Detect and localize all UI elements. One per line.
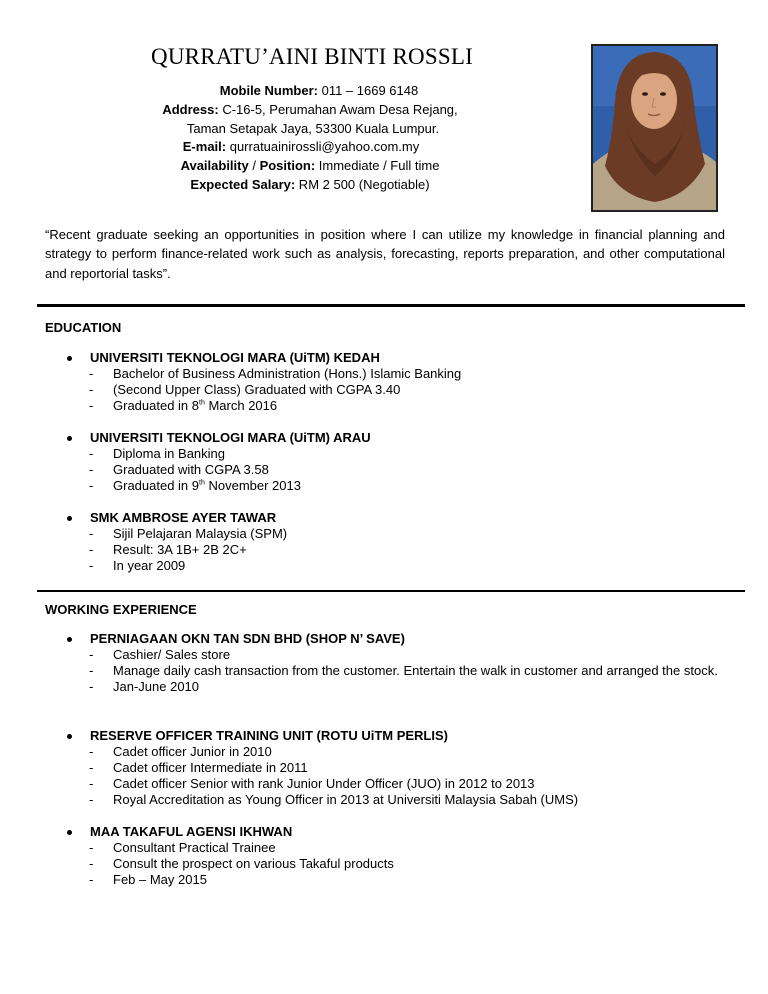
mobile-line (130, 82, 490, 101)
dash-marker: - (89, 542, 94, 557)
dash-marker: - (89, 792, 94, 807)
list-item (64, 872, 728, 888)
detail-text: Consult the prospect on various Takaful products (113, 856, 394, 871)
dash-marker: - (89, 478, 94, 493)
list-item (64, 542, 728, 558)
list-item (64, 647, 728, 663)
position-label: Position: (259, 158, 316, 174)
dash-marker: - (89, 462, 94, 477)
mobile-value: 011 – 1669 6148 (317, 83, 419, 98)
salary-line (130, 176, 490, 195)
dash-marker: - (89, 446, 94, 461)
detail-text: Cashier/ Sales store (113, 647, 231, 662)
grad-suffix: March 2016 (204, 398, 278, 413)
email-line (130, 138, 490, 157)
institution-name: UNIVERSITI TEKNOLOGI MARA (UiTM) ARAU (90, 430, 371, 445)
education-entry (64, 430, 728, 494)
salary-label: Expected Salary: (190, 176, 296, 192)
career-objective: “Recent graduate seeking an opportunities in position where I can utilize my knowledge in financial planning and strategy to perform finance-related work such as analysis, forecasting, reports preparation, and other computational and reportorial tasks”. (45, 227, 725, 281)
dash-marker: - (89, 398, 94, 413)
experience-entry (64, 824, 728, 888)
education-entry (64, 350, 728, 414)
dash-marker: - (89, 856, 94, 871)
bullet-icon (67, 436, 72, 441)
detail-text: Graduated with CGPA 3.58 (113, 462, 269, 477)
bullet-icon (67, 637, 72, 642)
employer-name: PERNIAGAAN OKN TAN SDN BHD (SHOP N’ SAVE) (90, 631, 405, 646)
detail-text: Consultant Practical Trainee (113, 840, 276, 855)
education-entry (64, 510, 728, 574)
list-item (64, 760, 728, 776)
detail-text: Manage daily cash transaction from the customer. Entertain the walk in customer and arranged the stock. (113, 663, 718, 678)
detail-text: Bachelor of Business Administration (Hons.) Islamic Banking (113, 366, 462, 381)
institution-name: SMK AMBROSE AYER TAWAR (90, 510, 277, 525)
availability-line (130, 157, 490, 176)
grad-prefix: Graduated in 8 (113, 398, 200, 413)
address-line-2: Taman Setapak Jaya, 53300 Kuala Lumpur. (186, 120, 440, 136)
detail-text: Diploma in Banking (113, 446, 226, 461)
dash-marker: - (89, 840, 94, 855)
bullet-icon (67, 516, 72, 521)
experience-heading: WORKING EXPERIENCE (45, 602, 197, 617)
address-value-1: C-16-5, Perumahan Awam Desa Rejang, (218, 101, 458, 117)
detail-text: Cadet officer Senior with rank Junior Under Officer (JUO) in 2012 to 2013 (113, 776, 535, 791)
list-item (64, 776, 728, 792)
list-item (64, 398, 728, 414)
dash-marker: - (89, 558, 94, 573)
dash-marker: - (89, 679, 94, 694)
list-item (64, 792, 728, 808)
section-divider (37, 590, 745, 592)
list-item (64, 744, 728, 760)
detail-text: In year 2009 (113, 558, 186, 573)
detail-text: Cadet officer Junior in 2010 (113, 744, 272, 759)
detail-text: Royal Accreditation as Young Officer in 2013 at Universiti Malaysia Sabah (UMS) (113, 792, 579, 807)
email-label: E-mail: (182, 139, 227, 155)
experience-entry (64, 631, 728, 695)
list-item (64, 856, 728, 872)
education-heading: EDUCATION (45, 320, 122, 335)
salary-value: RM 2 500 (Negotiable) (295, 176, 430, 192)
list-item (64, 840, 728, 856)
section-divider (37, 304, 745, 307)
list-item (64, 446, 728, 462)
address-label: Address: (162, 101, 219, 117)
detail-text: Jan-June 2010 (113, 679, 200, 694)
list-item (64, 462, 728, 478)
education-entry-title (64, 510, 728, 526)
detail-text: Sijil Pelajaran Malaysia (SPM) (113, 526, 288, 541)
bullet-icon (67, 734, 72, 739)
portrait-illustration (593, 46, 716, 210)
ordinal-suffix: th (199, 479, 205, 487)
detail-text: Cadet officer Intermediate in 2011 (113, 760, 308, 775)
list-item (64, 526, 728, 542)
grad-prefix: Graduated in 9 (113, 478, 200, 493)
dash-marker: - (89, 760, 94, 775)
dash-marker: - (89, 744, 94, 759)
education-entry-title (64, 430, 728, 446)
detail-text: Result: 3A 1B+ 2B 2C+ (113, 542, 247, 557)
availability-value: Immediate / Full time (315, 158, 440, 174)
grad-suffix: November 2013 (204, 478, 301, 493)
employer-name: MAA TAKAFUL AGENSI IKHWAN (90, 824, 293, 839)
availability-label: Availability (180, 158, 249, 174)
detail-text: (Second Upper Class) Graduated with CGPA 3.40 (113, 382, 401, 397)
dash-marker: - (89, 647, 94, 662)
list-item (64, 382, 728, 398)
list-item (64, 366, 728, 382)
list-item (64, 558, 728, 574)
address-line-1 (130, 101, 490, 120)
dash-marker: - (89, 776, 94, 791)
experience-entry-title (64, 824, 728, 840)
ordinal-suffix: th (199, 399, 205, 407)
dash-marker: - (89, 663, 94, 678)
bullet-icon (67, 356, 72, 361)
experience-entry (64, 728, 728, 808)
experience-entry-title (64, 728, 728, 744)
candidate-name: QURRATU’AINI BINTI ROSSLI (151, 44, 473, 69)
portrait-photo (591, 44, 718, 212)
list-item (64, 663, 728, 679)
experience-entry-title (64, 631, 728, 647)
list-item (64, 679, 728, 695)
employer-name: RESERVE OFFICER TRAINING UNIT (ROTU UiTM PERLIS) (90, 728, 448, 743)
bullet-icon (67, 830, 72, 835)
contact-block (130, 82, 490, 195)
detail-text: Feb – May 2015 (113, 872, 207, 887)
dash-marker: - (89, 526, 94, 541)
dash-marker: - (89, 366, 94, 381)
availability-slash: / (248, 158, 260, 174)
education-entry-title (64, 350, 728, 366)
dash-marker: - (89, 872, 94, 887)
mobile-label: Mobile Number: (219, 83, 318, 98)
email-value: qurratuainirossli@yahoo.com.my (226, 139, 420, 155)
dash-marker: - (89, 382, 94, 397)
institution-name: UNIVERSITI TEKNOLOGI MARA (UiTM) KEDAH (90, 350, 380, 365)
list-item (64, 478, 728, 494)
